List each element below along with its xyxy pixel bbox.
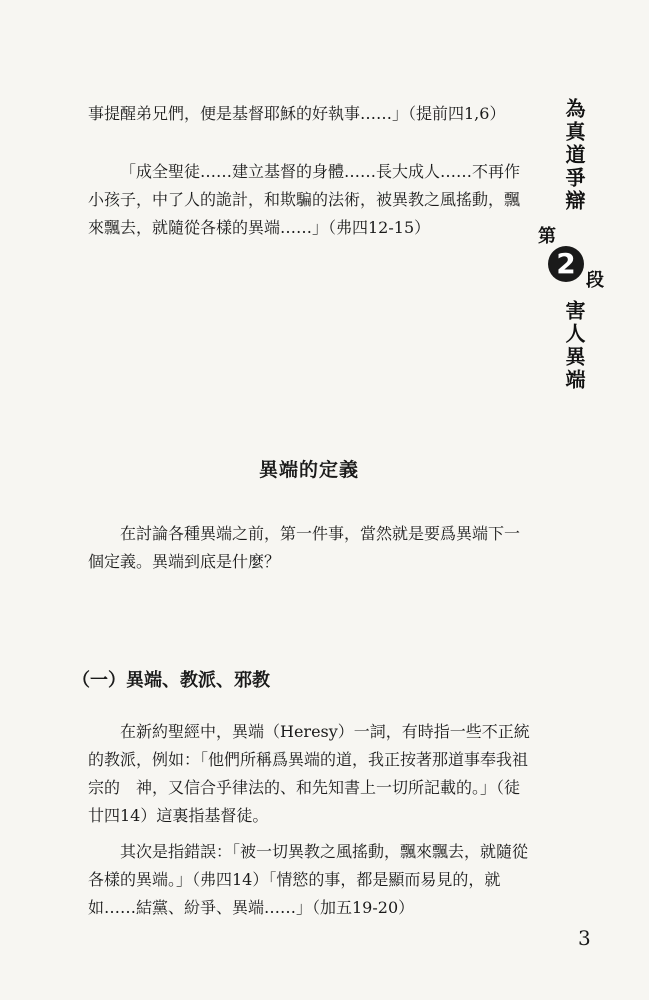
paragraph-heresy-sect: 在新約聖經中，異端（Heresy）一詞，有時指一些不正統的教派，例如：「他們所稱爲異端的道，我正按著那道事奉我祖宗的 神，又信合乎律法的、和先知書上一切所記載的。」（徒廿四14）這裏指基督徒。 [88, 722, 530, 825]
quote-continuation: 事提醒弟兄們，便是基督耶穌的好執事……」（提前四1,6） [88, 104, 506, 123]
side-title-sub: 害人異端 [562, 300, 586, 392]
quote-ephesians: 「成全聖徒……建立基督的身體……長大成人……不再作小孩子，中了人的詭計，和欺騙的法術，被異教之風搖動，飄來飄去，就隨從各樣的異端……」（弗四12-15） [88, 162, 521, 237]
paragraph-heresy-error: 其次是指錯誤：「被一切異教之風搖動，飄來飄去，就隨從各樣的異端。」（弗四14）「情慾的事，都是顯而易見的，就如……結黨、紛爭、異端……」（加五19-20） [88, 842, 529, 917]
page-number: 3 [578, 926, 591, 950]
side-title-main: 為真道爭辯 [562, 98, 586, 213]
chapter-prefix: 第 [538, 226, 556, 247]
chapter-suffix: 段 [586, 270, 604, 291]
section-heading: 異端的定義 [258, 459, 359, 481]
intro-paragraph: 在討論各種異端之前，第一件事，當然就是要爲異端下一個定義。異端到底是什麼？ [88, 524, 521, 571]
subsection-heading: （一）異端、教派、邪教 [72, 670, 270, 691]
chapter-number-badge: 2 [548, 246, 584, 282]
